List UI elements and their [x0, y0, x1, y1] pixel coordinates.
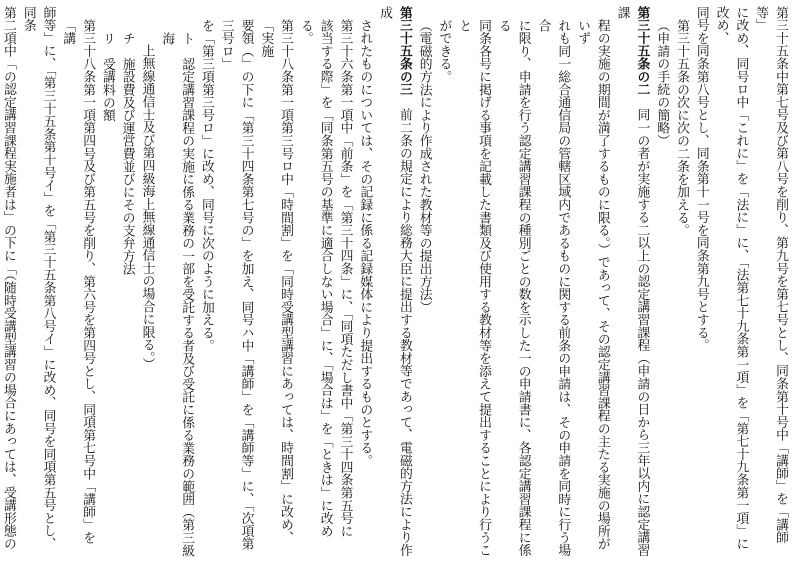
list-item: リ 受講料の額: [99, 31, 115, 122]
text-line: 該当する際」を「同条第五号の基準に適合しない場合」に、「場合は」を「ときは」に改める。: [297, 18, 333, 538]
text-line: されたものについては、その記録に係る記録媒体により提出するものとする。: [357, 18, 373, 467]
article-text: 同一の者が実施する二以上の認定講習課程（申請の日から三年以内に認定講習課: [614, 6, 650, 557]
list-item: 上無線通信士及び第四級海上無線通信士の場合に限る。）: [139, 44, 155, 371]
text-line: 第三十八条第一項第三号ロ中「時間割」を「同時受講型講習にあっては、時間割」に改め、「実施: [258, 18, 294, 544]
article-text: 前二条の規定により総務大臣に提出する教材等であって、電磁的方法により作成: [377, 6, 412, 557]
article-heading: 第三十五条の三: [396, 6, 412, 96]
text-line: に改め、同号ロ中「これに」を「法に」に、「法第七十九条第一項」を「第七十九条第一項」に改め、: [713, 6, 749, 550]
article-line: [612, 6, 652, 562]
section-caption: （申請の手続の簡略）: [654, 18, 670, 147]
section-caption: （電磁的方法により作成された教材等の提出方法）: [416, 18, 432, 314]
text-line: 第二項中「の認定講習課程実施者は」の下に「（随時受講型講習の場合にあっては、受講形態の: [0, 6, 16, 550]
list-item: ト 認定講習課程の実施に係る業務の一部を受託する者及び受託に係る業務の範囲（第三級海: [159, 31, 195, 557]
text-line: 師等」に、「第三十五条第十号イ」を「第三十五条第八号イ」に改め、同号を同項第五号とし、同条: [20, 6, 56, 550]
text-line: 程の実施の期間が満了するものに限る。）であって、その認定講習課程の主たる実施の場所がいず: [575, 18, 610, 550]
text-line: れも同一総合通信局の管轄区域内であるものに関する前条の申請は、その申請を同時に行う場合: [535, 18, 571, 557]
text-line: ができる。: [436, 18, 452, 83]
article-line: [374, 6, 414, 562]
article-heading: 第三十五条の二: [634, 6, 650, 96]
text-line: に限り、申請を行う認定講習課程の種別ごとの数を示した一の申請書に、各認定講習課程に係る: [495, 18, 531, 557]
text-line: 第三十五条中第七号及び第八号を削り、第九号を第七号とし、同条第十号中「講師」を「講師等」: [753, 6, 788, 544]
text-line: 第三十六条第一項中「前条」を「第三十四条」に、「同項ただし書中「第三十四条第五号に: [337, 18, 353, 538]
text-line: 第三十八条第一項第四号及び第五号を削り、第六号を第四号とし、同項第七号中「講師」を「講: [60, 18, 96, 544]
text-line: を「第三項第三号ロ」に改め、同号に次のように加える。: [198, 18, 214, 352]
list-item: チ 施設費及び運営費並びにその支弁方法: [119, 31, 135, 275]
text-line: 要領（」の下に「第三十四条第七号の」を加え、同号ハ中「講師」を「講師等」に、「次項第三号ロ」: [218, 18, 254, 550]
text-line: 第三十五条の次に次の二条を加える。: [674, 18, 690, 237]
text-line: 同号を同条第八号とし、同条第十一号を同条第九号とする。: [693, 6, 709, 352]
text-line: 同条各号に掲げる事項を記載した書類及び使用する教材等を添えて提出することにより行うこと: [456, 18, 492, 557]
